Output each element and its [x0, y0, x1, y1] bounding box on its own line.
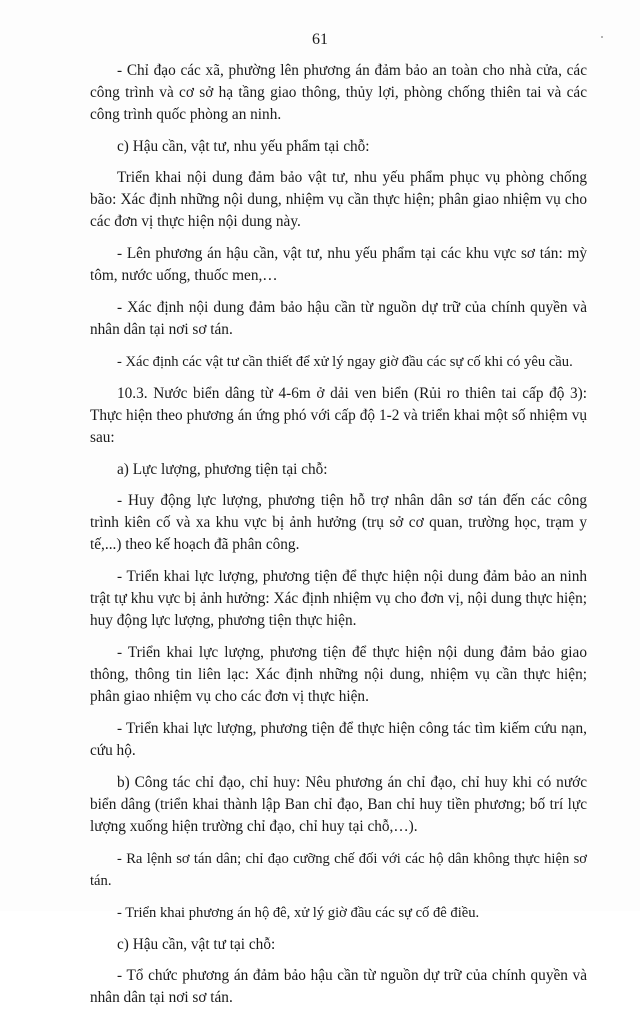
paragraph-search-rescue: - Triển khai lực lượng, phương tiện để thực hiện công tác tìm kiếm cứu nạn, cứu hộ.	[90, 720, 587, 759]
paragraph-sea-level-rise-level-3: 10.3. Nước biển dâng từ 4-6m ở dải ven biển (Rủi ro thiên tai cấp độ 3): Thực hiện theo phương án ứng phó với cấp độ 1-2 và triển khai một số nhiệm vụ sau:	[90, 385, 587, 446]
heading-logistics-supplies: c) Hậu cần, vật tư, nhu yếu phẩm tại chỗ:	[117, 138, 370, 155]
heading-forces-equipment: a) Lực lượng, phương tiện tại chỗ:	[117, 461, 328, 478]
paragraph-traffic-communication: - Triển khai lực lượng, phương tiện để thực hiện nội dung đảm bảo giao thông, thông tin liên lạc: Xác định những nội dung, nhiệm vụ cần thực hiện; phân giao nhiệm vụ cho các đơn vị thực hiện.	[90, 644, 587, 705]
paragraph-command-direction: b) Công tác chỉ đạo, chỉ huy: Nêu phương án chỉ đạo, chỉ huy khi có nước biển dâng (triển khai thành lập Ban chỉ đạo, Ban chỉ huy tiền phương; bố trí lực lượng xuống hiện trường chỉ đạo, chỉ huy tại chỗ,…).	[90, 774, 587, 835]
paragraph-security-order: - Triển khai lực lượng, phương tiện để thực hiện nội dung đảm bảo an ninh trật tự khu vực bị ảnh hưởng: Xác định nhiệm vụ cho đơn vị, nội dung thực hiện; huy động lực lượng, phương tiện thực hiện.	[90, 568, 587, 629]
paragraph-reserve-logistics: - Xác định nội dung đảm bảo hậu cần từ nguồn dự trữ của chính quyền và nhân dân tại nơi sơ tán.	[90, 299, 587, 338]
paragraph-dike-protection: - Triển khai phương án hộ đê, xử lý giờ đầu các sự cố đê điều.	[117, 905, 480, 921]
scan-speck	[601, 36, 603, 38]
paragraph-evacuation-order: - Ra lệnh sơ tán dân; chỉ đạo cưỡng chế đối với các hộ dân không thực hiện sơ tán.	[90, 851, 587, 889]
paragraph-directive-safety: - Chỉ đạo các xã, phường lên phương án đảm bảo an toàn cho nhà cửa, các công trình và cơ sở hạ tầng giao thông, thủy lợi, phòng chống thiên tai và các công trình quốc phòng an ninh.	[90, 62, 587, 123]
paragraph-supplies-deployment: Triển khai nội dung đảm bảo vật tư, nhu yếu phẩm phục vụ phòng chống bão: Xác định những nội dung, nhiệm vụ cần thực hiện; phân giao nhiệm vụ cho các đơn vị thực hiện nội dung này.	[90, 169, 587, 230]
document-body	[90, 60, 587, 1019]
paragraph-evacuation-supplies: - Lên phương án hậu cần, vật tư, nhu yếu phẩm tại các khu vực sơ tán: mỳ tôm, nước uống, thuốc men,…	[90, 245, 587, 284]
paragraph-reserve-logistics-evacuation: - Tổ chức phương án đảm bảo hậu cần từ nguồn dự trữ của chính quyền và nhân dân tại nơi sơ tán.	[90, 967, 587, 1006]
paragraph-mobilize-forces: - Huy động lực lượng, phương tiện hỗ trợ nhân dân sơ tán đến các công trình kiên cố và xa khu vực bị ảnh hưởng (trụ sở cơ quan, trường học, trạm y tế,...) theo kế hoạch đã phân công.	[90, 492, 587, 553]
paragraph-first-hour-materials: - Xác định các vật tư cần thiết để xử lý ngay giờ đầu các sự cố khi có yêu cầu.	[117, 354, 573, 370]
page-number: 61	[312, 31, 328, 48]
heading-logistics-on-site: c) Hậu cần, vật tư tại chỗ:	[117, 936, 276, 953]
